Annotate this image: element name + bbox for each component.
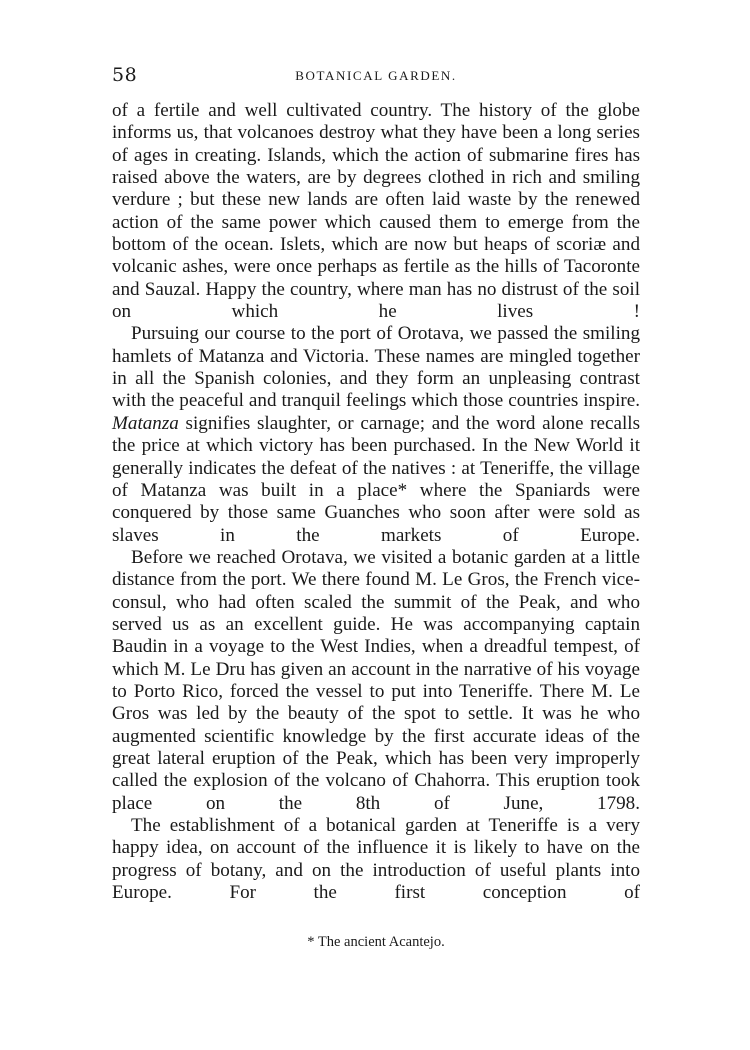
body-text (112, 100, 640, 904)
italic-word-matanza: Matanza (112, 412, 179, 434)
paragraph-2 (112, 323, 640, 546)
paragraph-4: The establishment of a botanical garden at Teneriffe is a very happy idea, on account of the influence it is likely to have on the progress of botany, and on the introduction of useful plants into Europe. For the first conception of (112, 815, 640, 904)
footnote: * The ancient Acantejo. (307, 934, 445, 950)
running-title: BOTANICAL GARDEN. (295, 68, 457, 83)
paragraph-1: of a fertile and well cultivated country. The history of the globe informs us, that volcanoes destroy what they have been a long series of ages in creating. Islands, which the action of submarine fires has raised above the waters, are by degrees clothed in rich and smiling verdure ; but these new lands are often laid waste by the renewed action of the same power which caused them to emerge from the bottom of the ocean. Islets, which are now but heaps of scoriæ and volcanic ashes, were once perhaps as fertile as the hills of Tacoronte and Sauzal. Happy the country, where man has no distrust of the soil on which he lives ! (112, 100, 640, 323)
page-number: 58 (112, 64, 138, 86)
paragraph-2-text-end: signifies slaughter, or carnage; and the word alone recalls the price at which victory has been purchased. In the New World it generally indicates the defeat of the natives : at Teneriffe, the village of Matanza was built in a place* where the Spaniards were conquered by those same Guanches who soon after were sold as slaves in the markets of Europe. (112, 412, 640, 546)
paragraph-3: Before we reached Orotava, we visited a botanic garden at a little distance from the port. We there found M. Le Gros, the French vice-consul, who had often scaled the summit of the Peak, and who served us as an excellent guide. He was accompanying captain Baudin in a voyage to the West Indies, when a dreadful tempest, of which M. Le Dru has given an account in the narrative of his voyage to Porto Rico, forced the vessel to put into Teneriffe. There M. Le Gros was led by the beauty of the spot to settle. It was he who augmented scientific knowledge by the first accurate ideas of the great lateral eruption of the Peak, which has been very improperly called the explosion of the volcano of Chahorra. This eruption took place on the 8th of June, 1798. (112, 546, 640, 814)
paragraph-2-text-start: Pursuing our course to the port of Orotava, we passed the smiling hamlets of Matanza and Victoria. These names are mingled together in all the Spanish colonies, and they form an unpleasing contrast with the peaceful and tranquil feelings which those countries inspire. (112, 323, 640, 412)
page-header (112, 64, 640, 94)
